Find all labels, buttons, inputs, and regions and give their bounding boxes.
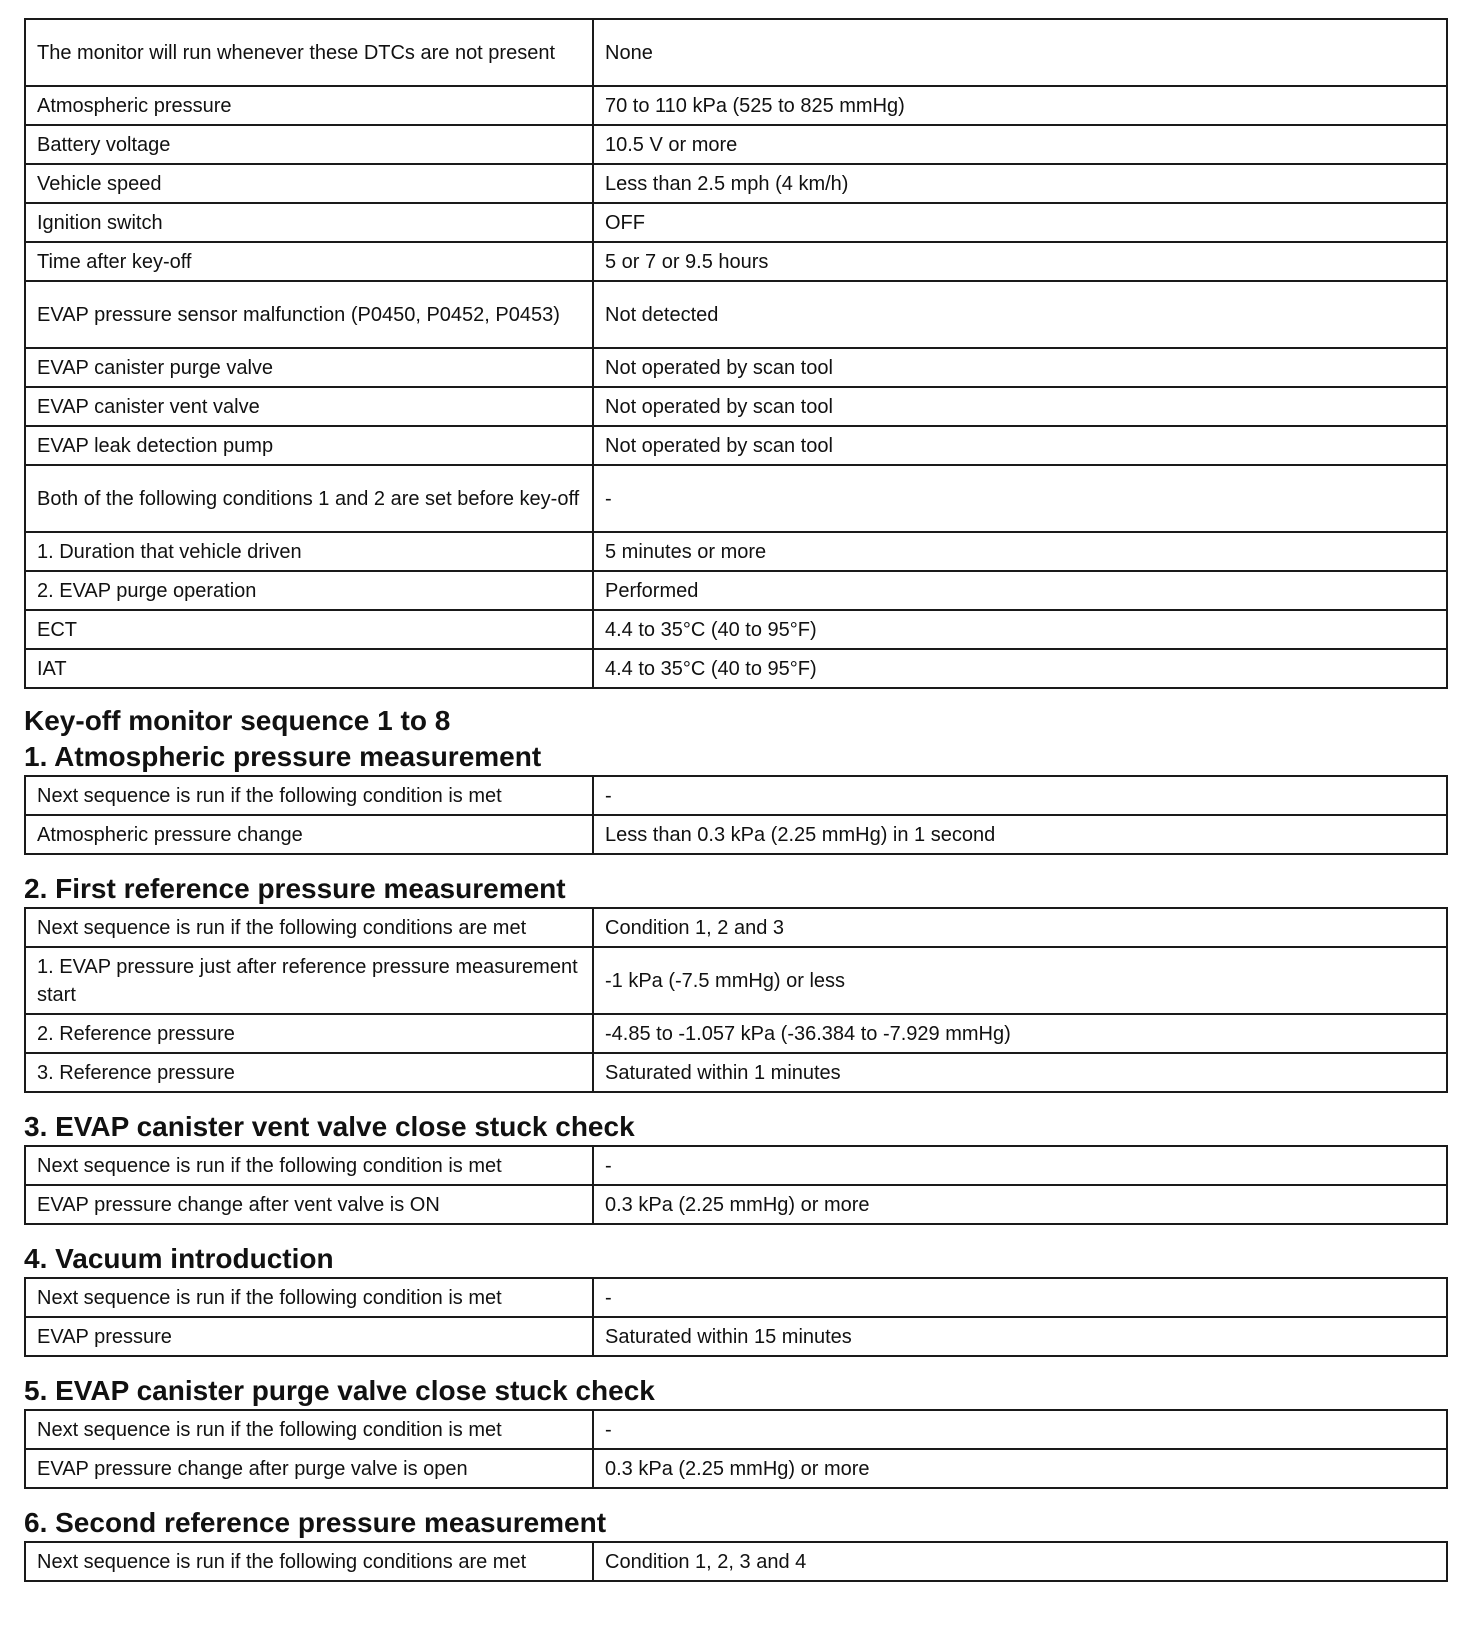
condition-label: Next sequence is run if the following condition is met (25, 1146, 593, 1185)
condition-label: Next sequence is run if the following condition is met (25, 1410, 593, 1449)
condition-value: - (593, 1410, 1447, 1449)
table-row (25, 125, 1447, 164)
condition-value: 70 to 110 kPa (525 to 825 mmHg) (593, 86, 1447, 125)
table-row (25, 1542, 1447, 1581)
condition-value: Saturated within 15 minutes (593, 1317, 1447, 1356)
section-table (24, 1541, 1448, 1582)
condition-label: 1. EVAP pressure just after reference pressure measurement start (25, 947, 593, 1014)
table-row (25, 465, 1447, 532)
table-row (25, 908, 1447, 947)
condition-label: EVAP pressure sensor malfunction (P0450, P0452, P0453) (25, 281, 593, 348)
condition-label: Atmospheric pressure (25, 86, 593, 125)
condition-value: - (593, 776, 1447, 815)
table-row (25, 19, 1447, 86)
condition-label: EVAP canister purge valve (25, 348, 593, 387)
condition-value: - (593, 1278, 1447, 1317)
condition-label: EVAP leak detection pump (25, 426, 593, 465)
table-row (25, 1410, 1447, 1449)
section-table (24, 775, 1448, 855)
section-table (24, 1145, 1448, 1225)
condition-value: Not operated by scan tool (593, 387, 1447, 426)
section-title: 2. First reference pressure measurement (24, 873, 566, 904)
table-row (25, 815, 1447, 854)
condition-value: 5 minutes or more (593, 532, 1447, 571)
table-row (25, 1146, 1447, 1185)
table-row (25, 164, 1447, 203)
condition-label: EVAP pressure change after vent valve is ON (25, 1185, 593, 1224)
section-title: 1. Atmospheric pressure measurement (24, 741, 542, 772)
condition-value: -4.85 to -1.057 kPa (-36.384 to -7.929 mmHg) (593, 1014, 1447, 1053)
condition-label: EVAP pressure change after purge valve is open (25, 1449, 593, 1488)
condition-value: 5 or 7 or 9.5 hours (593, 242, 1447, 281)
table-row (25, 426, 1447, 465)
section-title: 4. Vacuum introduction (24, 1243, 334, 1274)
condition-value: Not operated by scan tool (593, 426, 1447, 465)
table-row (25, 1053, 1447, 1092)
condition-value: Not operated by scan tool (593, 348, 1447, 387)
condition-value: 4.4 to 35°C (40 to 95°F) (593, 610, 1447, 649)
table-row (25, 1317, 1447, 1356)
condition-value: 10.5 V or more (593, 125, 1447, 164)
section-title: 6. Second reference pressure measurement (24, 1507, 607, 1538)
condition-label: EVAP pressure (25, 1317, 593, 1356)
section-table (24, 1277, 1448, 1357)
table-row (25, 1278, 1447, 1317)
condition-label: Next sequence is run if the following condition is met (25, 776, 593, 815)
table-row (25, 203, 1447, 242)
condition-label: IAT (25, 649, 593, 688)
condition-value: 0.3 kPa (2.25 mmHg) or more (593, 1185, 1447, 1224)
table-row (25, 242, 1447, 281)
condition-label: The monitor will run whenever these DTCs are not present (25, 19, 593, 86)
condition-value: - (593, 465, 1447, 532)
section-table (24, 1409, 1448, 1489)
table-row (25, 348, 1447, 387)
condition-value: Performed (593, 571, 1447, 610)
condition-label: 2. EVAP purge operation (25, 571, 593, 610)
table-row (25, 86, 1447, 125)
condition-label: Vehicle speed (25, 164, 593, 203)
table-row (25, 1185, 1447, 1224)
section-title: 3. EVAP canister vent valve close stuck check (24, 1111, 635, 1142)
section-title: 5. EVAP canister purge valve close stuck check (24, 1375, 655, 1406)
condition-label: Atmospheric pressure change (25, 815, 593, 854)
table-row (25, 1449, 1447, 1488)
condition-value: 4.4 to 35°C (40 to 95°F) (593, 649, 1447, 688)
table-row (25, 947, 1447, 1014)
table-row (25, 532, 1447, 571)
condition-label: 3. Reference pressure (25, 1053, 593, 1092)
table-row (25, 571, 1447, 610)
condition-value: Less than 0.3 kPa (2.25 mmHg) in 1 second (593, 815, 1447, 854)
condition-value: - (593, 1146, 1447, 1185)
table-row (25, 610, 1447, 649)
condition-value: Less than 2.5 mph (4 km/h) (593, 164, 1447, 203)
section-table (24, 907, 1448, 1093)
table-row (25, 649, 1447, 688)
sequence-heading: Key-off monitor sequence 1 to 8 (24, 705, 451, 736)
condition-label: 2. Reference pressure (25, 1014, 593, 1053)
table-row (25, 776, 1447, 815)
table-row (25, 387, 1447, 426)
condition-label: EVAP canister vent valve (25, 387, 593, 426)
condition-label: Next sequence is run if the following conditions are met (25, 908, 593, 947)
condition-value: Saturated within 1 minutes (593, 1053, 1447, 1092)
condition-value: Condition 1, 2, 3 and 4 (593, 1542, 1447, 1581)
condition-label: Battery voltage (25, 125, 593, 164)
condition-value: Condition 1, 2 and 3 (593, 908, 1447, 947)
table-row (25, 1014, 1447, 1053)
condition-label: Ignition switch (25, 203, 593, 242)
condition-label: ECT (25, 610, 593, 649)
condition-label: Next sequence is run if the following conditions are met (25, 1542, 593, 1581)
condition-value: -1 kPa (-7.5 mmHg) or less (593, 947, 1447, 1014)
monitor-conditions-table (24, 18, 1448, 689)
condition-label: 1. Duration that vehicle driven (25, 532, 593, 571)
condition-label: Next sequence is run if the following condition is met (25, 1278, 593, 1317)
condition-value: OFF (593, 203, 1447, 242)
condition-label: Both of the following conditions 1 and 2 are set before key-off (25, 465, 593, 532)
table-row (25, 281, 1447, 348)
condition-label: Time after key-off (25, 242, 593, 281)
condition-value: Not detected (593, 281, 1447, 348)
condition-value: 0.3 kPa (2.25 mmHg) or more (593, 1449, 1447, 1488)
condition-value: None (593, 19, 1447, 86)
